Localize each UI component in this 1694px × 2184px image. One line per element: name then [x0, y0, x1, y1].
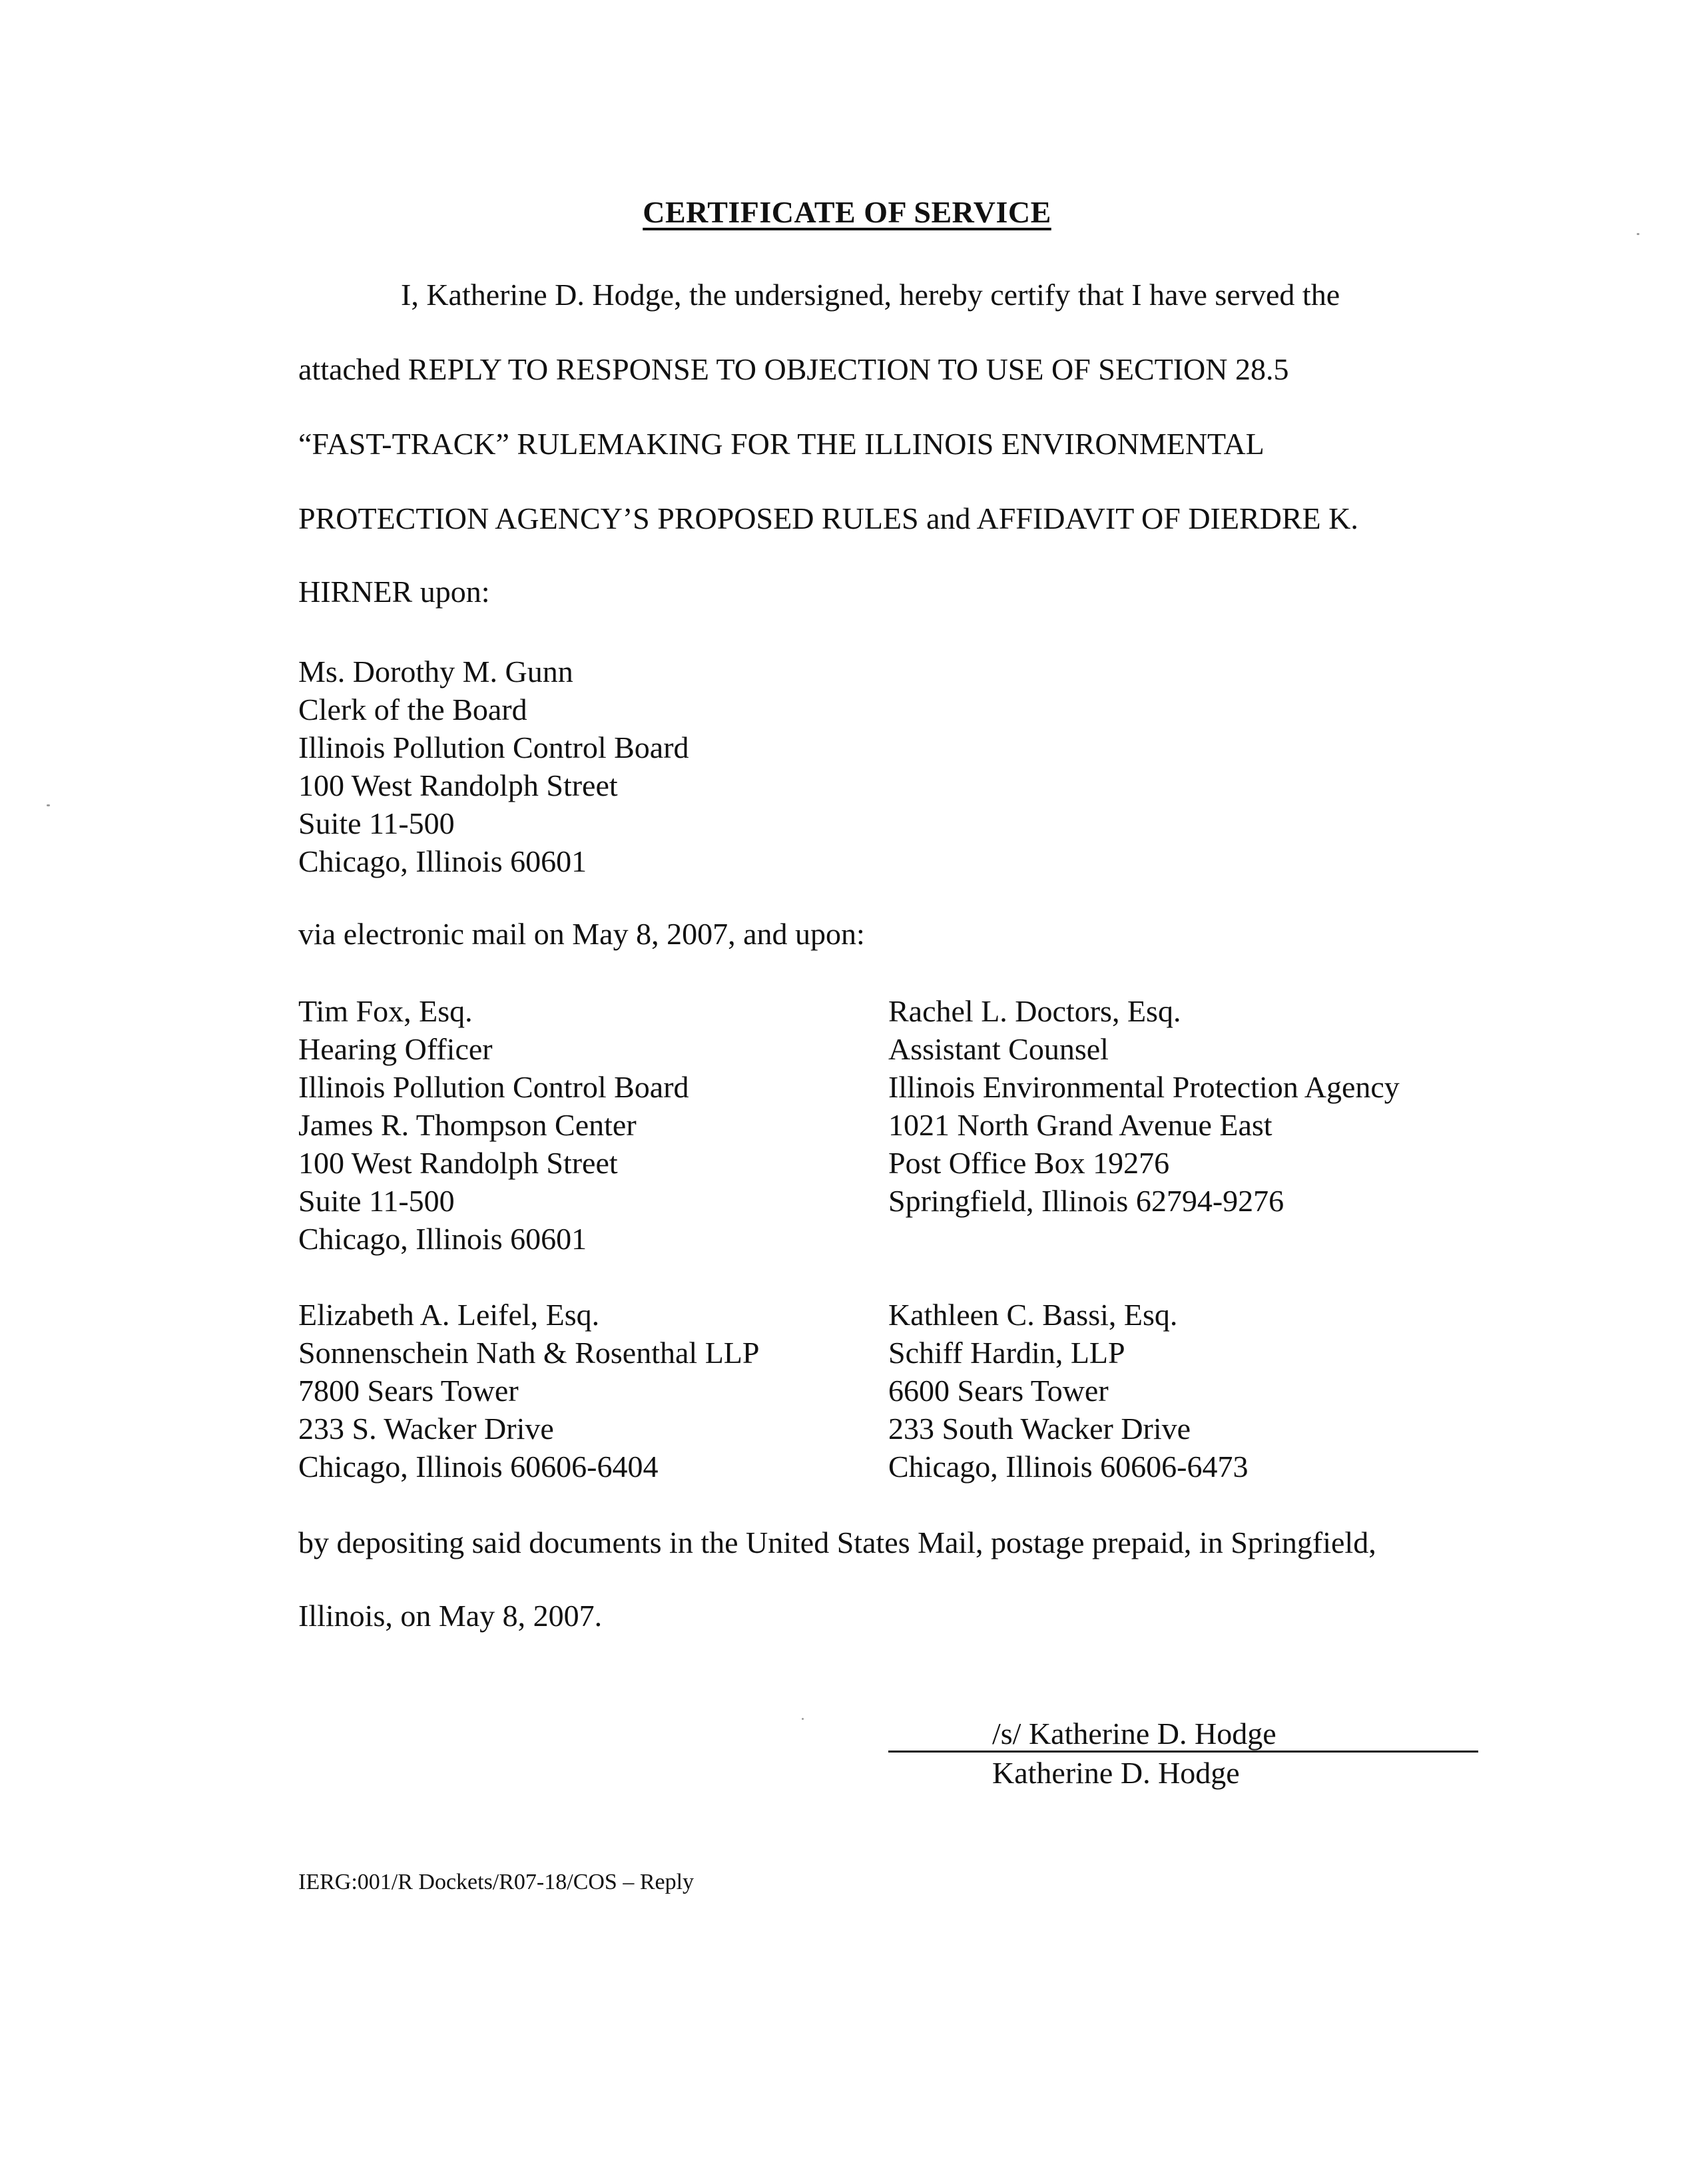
recipient-address — [888, 1296, 1248, 1486]
address-line: Rachel L. Doctors, Esq. — [888, 994, 1181, 1028]
signer-name: Katherine D. Hodge — [992, 1756, 1240, 1790]
address-line: Chicago, Illinois 60601 — [298, 844, 587, 878]
address-line: Chicago, Illinois 60606-6404 — [298, 1450, 659, 1484]
address-line: Elizabeth A. Leifel, Esq. — [298, 1298, 600, 1332]
address-line: Ms. Dorothy M. Gunn — [298, 655, 573, 688]
address-line: 100 West Randolph Street — [298, 768, 618, 802]
address-line: 6600 Sears Tower — [888, 1374, 1109, 1408]
address-line: Kathleen C. Bassi, Esq. — [888, 1298, 1178, 1332]
scan-speck — [802, 1718, 804, 1720]
recipient-address — [888, 992, 1400, 1220]
address-line: James R. Thompson Center — [298, 1108, 637, 1142]
address-line: 7800 Sears Tower — [298, 1374, 519, 1408]
address-line: Illinois Pollution Control Board — [298, 730, 689, 764]
address-line: Suite 11-500 — [298, 806, 455, 840]
address-line: Clerk of the Board — [298, 692, 527, 726]
scan-speck — [47, 804, 50, 806]
address-line: Illinois Environmental Protection Agency — [888, 1070, 1400, 1104]
document-footer: IERG:001/R Dockets/R07-18/COS – Reply — [298, 1870, 695, 1894]
address-line: Assistant Counsel — [888, 1032, 1109, 1066]
address-line: Springfield, Illinois 62794-9276 — [888, 1184, 1284, 1218]
address-line: 100 West Randolph Street — [298, 1146, 618, 1180]
via-line: via electronic mail on May 8, 2007, and upon: — [298, 917, 865, 951]
paragraph-line: “FAST-TRACK” RULEMAKING FOR THE ILLINOIS ENVIRONMENTAL — [298, 427, 1265, 461]
address-line: Tim Fox, Esq. — [298, 994, 473, 1028]
address-line: Chicago, Illinois 60601 — [298, 1222, 587, 1256]
scan-speck — [1637, 233, 1639, 235]
closing-line: Illinois, on May 8, 2007. — [298, 1599, 603, 1633]
address-line: 233 S. Wacker Drive — [298, 1412, 554, 1446]
address-line: Chicago, Illinois 60606-6473 — [888, 1450, 1249, 1484]
paragraph-line: attached REPLY TO RESPONSE TO OBJECTION TO USE OF SECTION 28.5 — [298, 352, 1289, 386]
signature-line — [888, 1751, 1478, 1753]
address-line: Sonnenschein Nath & Rosenthal LLP — [298, 1336, 760, 1370]
recipient-address — [298, 1296, 759, 1486]
recipient-address — [298, 992, 689, 1258]
paragraph-line: I, Katherine D. Hodge, the undersigned, hereby certify that I have served the — [401, 278, 1340, 312]
paragraph-line: PROTECTION AGENCY’S PROPOSED RULES and AFFIDAVIT OF DIERDRE K. — [298, 501, 1358, 535]
address-line: Post Office Box 19276 — [888, 1146, 1170, 1180]
address-line: Illinois Pollution Control Board — [298, 1070, 689, 1104]
address-line: Hearing Officer — [298, 1032, 493, 1066]
document-title: CERTIFICATE OF SERVICE — [643, 195, 1051, 229]
address-line: Suite 11-500 — [298, 1184, 455, 1218]
paragraph-line: HIRNER upon: — [298, 575, 490, 609]
address-line: 1021 North Grand Avenue East — [888, 1108, 1272, 1142]
address-line: 233 South Wacker Drive — [888, 1412, 1191, 1446]
address-line: Schiff Hardin, LLP — [888, 1336, 1125, 1370]
primary-recipient-address — [298, 653, 689, 880]
signature-mark: /s/ Katherine D. Hodge — [992, 1717, 1276, 1751]
closing-line: by depositing said documents in the United States Mail, postage prepaid, in Springfield, — [298, 1525, 1376, 1559]
